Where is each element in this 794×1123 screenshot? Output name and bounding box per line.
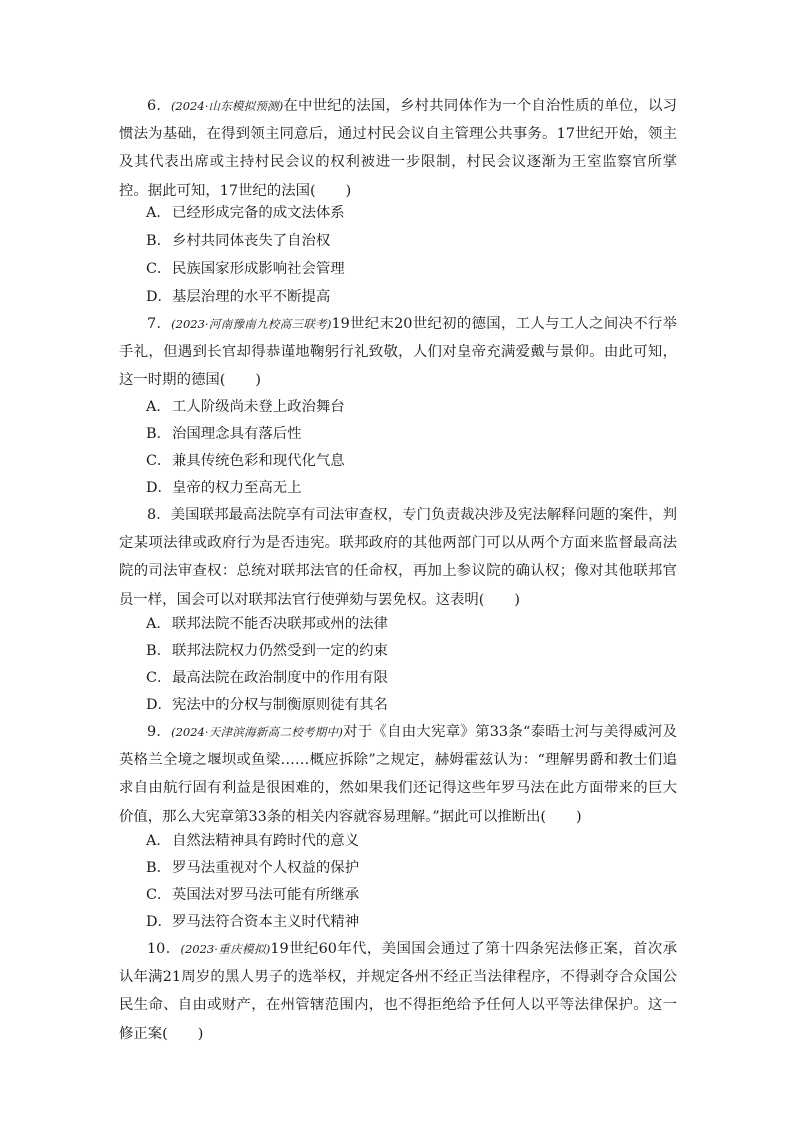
question-stem: 在中世纪的法国，乡村共同体作为一个自治性质的单位，以习惯法为基础，在得到领主同意后，通过村民会议自主管理公共事务。17世纪开始，领主及其代表出席或主持村民会议的权利被进一步限制，村民会议逐渐为王室监察官所掌控。据此可知，17世纪的法国( [119, 98, 677, 199]
option-c [146, 451, 345, 471]
option-letter: C． [146, 670, 172, 686]
question-stem: 对于《自由大宪章》第33条“泰晤士河与美得威河及英格兰全境之堰坝或鱼梁……概应拆除”之规定，赫姆霍兹认为：“理解男爵和教士们追求自由航行固有利益是很困难的，然如果我们还记得这些年罗马法在此方面带来的巨大价值，那么大宪章第33条的相关内容就容易理解。”据此可以推断出( [119, 724, 678, 825]
option-text: 基层治理的水平不断提高 [172, 289, 331, 305]
option-a [146, 203, 345, 223]
option-letter: D． [146, 480, 172, 496]
option-text: 已经形成完备的成文法体系 [172, 205, 345, 221]
option-text: 自然法精神具有跨时代的意义 [172, 833, 360, 849]
question-stem: 19世纪60年代，美国国会通过了第十四条宪法修正案，首次承认年满21周岁的黑人男子的选举权，并规定各州不经正当法律程序，不得剥夺合众国公民生命、自由或财产，在州管辖范围内，也不得拒绝给予任何人以平等法律保护。这一修正案( [119, 941, 678, 1042]
question-number: 10． [147, 941, 181, 957]
option-text: 兼具传统色彩和现代化气息 [172, 453, 345, 469]
option-c [146, 259, 345, 279]
option-letter: A． [146, 833, 171, 849]
option-letter: B． [146, 860, 171, 876]
option-letter: C． [146, 453, 172, 469]
question-number: 6． [147, 98, 171, 114]
question-10 [119, 935, 677, 1048]
question-source: (2024·天津滨海新高二校考期中) [171, 725, 343, 739]
option-text: 联邦法院权力仍然受到一定的约束 [172, 643, 388, 659]
option-letter: D． [146, 697, 172, 713]
option-letter: D． [146, 914, 172, 930]
question-source: (2024·山东模拟预测) [170, 99, 284, 113]
option-c [146, 668, 388, 688]
option-text: 宪法中的分权与制衡原则徒有其名 [172, 697, 388, 713]
option-text: 民族国家形成影响社会管理 [172, 261, 345, 277]
option-d [146, 912, 359, 932]
question-7 [119, 310, 677, 395]
question-number: 8． [147, 507, 171, 523]
question-stem: 19世纪末20世纪初的德国，工人与工人之间决不行举手礼，但遇到长官却得恭谨地鞠躬行礼致敬，人们对皇帝充满爱戴与景仰。由此可知，这一时期的德国( [119, 316, 678, 389]
option-d [146, 695, 388, 715]
option-letter: B． [146, 643, 171, 659]
option-letter: C． [146, 887, 172, 903]
option-letter: C． [146, 261, 172, 277]
option-text: 罗马法重视对个人权益的保护 [172, 860, 360, 876]
option-letter: B． [146, 233, 171, 249]
option-text: 工人阶级尚未登上政治舞台 [172, 399, 345, 415]
option-b [146, 231, 330, 251]
option-c [146, 885, 359, 905]
option-d [146, 287, 330, 307]
question-number: 9． [147, 724, 172, 740]
question-close: ) [576, 808, 582, 825]
option-b [146, 858, 359, 878]
option-text: 罗马法符合资本主义时代精神 [172, 914, 360, 930]
question-6 [119, 92, 677, 205]
option-text: 联邦法院不能否决联邦或州的法律 [172, 616, 388, 632]
option-text: 皇帝的权力至高无上 [172, 480, 302, 496]
option-b [146, 424, 302, 444]
question-close: ) [197, 1025, 204, 1042]
question-close: ) [514, 591, 521, 608]
option-letter: A． [146, 399, 171, 415]
option-letter: B． [146, 426, 171, 442]
option-letter: D． [146, 289, 172, 305]
question-source: (2023·河南豫南九校高三联考) [171, 317, 332, 331]
question-close: ) [345, 182, 352, 199]
option-d [146, 478, 302, 498]
option-a [146, 397, 345, 417]
option-letter: A． [146, 616, 171, 632]
option-b [146, 641, 388, 661]
option-text: 治国理念具有落后性 [172, 426, 302, 442]
option-text: 最高法院在政治制度中的作用有限 [172, 670, 388, 686]
question-9 [119, 718, 677, 831]
question-source: (2023·重庆模拟) [180, 942, 271, 956]
question-number: 7． [147, 316, 172, 332]
option-a [146, 614, 388, 634]
question-close: ) [255, 372, 261, 389]
option-text: 英国法对罗马法可能有所继承 [172, 887, 360, 903]
option-text: 乡村共同体丧失了自治权 [172, 233, 331, 249]
question-stem: 美国联邦最高法院享有司法审查权，专门负责裁决涉及宪法解释问题的案件，判定某项法律或政府行为是否违宪。联邦政府的其他两部门可以从两个方面来监督最高法院的司法审查权：总统对联邦法官的任命权，再加上参议院的确认权；像对其他联邦官员一样，国会可以对联邦法官行使弹劾与罢免权。这表明( [119, 507, 677, 608]
option-a [146, 831, 359, 851]
option-letter: A． [146, 205, 171, 221]
question-8 [119, 501, 677, 614]
